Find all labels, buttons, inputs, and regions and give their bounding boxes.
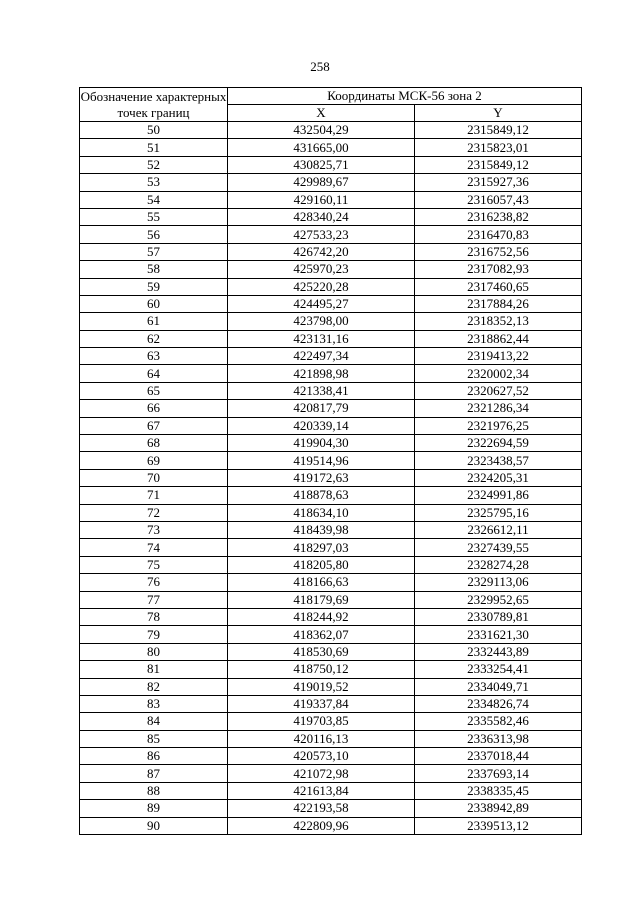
y-coordinate-cell: 2315927,36 xyxy=(415,174,582,191)
table-row xyxy=(80,695,582,712)
point-number-cell: 74 xyxy=(80,539,228,556)
x-coordinate-cell: 421338,41 xyxy=(228,382,415,399)
point-number-cell: 64 xyxy=(80,365,228,382)
table-row xyxy=(80,469,582,486)
header-coordinates-group: Координаты МСК-56 зона 2 xyxy=(228,88,582,105)
point-number-cell: 81 xyxy=(80,661,228,678)
x-coordinate-cell: 422193,58 xyxy=(228,800,415,817)
y-coordinate-cell: 2337018,44 xyxy=(415,748,582,765)
point-number-cell: 86 xyxy=(80,748,228,765)
y-coordinate-cell: 2334826,74 xyxy=(415,695,582,712)
x-coordinate-cell: 421898,98 xyxy=(228,365,415,382)
header-point-label: Обозначение характерных точек границ xyxy=(80,88,227,120)
y-coordinate-cell: 2327439,55 xyxy=(415,539,582,556)
y-coordinate-cell: 2333254,41 xyxy=(415,661,582,678)
x-coordinate-cell: 419019,52 xyxy=(228,678,415,695)
point-number-cell: 76 xyxy=(80,574,228,591)
point-number-cell: 63 xyxy=(80,348,228,365)
table-row xyxy=(80,661,582,678)
x-coordinate-cell: 431665,00 xyxy=(228,139,415,156)
x-coordinate-cell: 429989,67 xyxy=(228,174,415,191)
x-coordinate-cell: 420573,10 xyxy=(228,748,415,765)
table-row xyxy=(80,226,582,243)
table-row xyxy=(80,504,582,521)
x-coordinate-cell: 429160,11 xyxy=(228,191,415,208)
point-number-cell: 71 xyxy=(80,487,228,504)
table-row xyxy=(80,435,582,452)
y-coordinate-cell: 2328274,28 xyxy=(415,556,582,573)
y-coordinate-cell: 2320627,52 xyxy=(415,382,582,399)
table-row xyxy=(80,191,582,208)
x-coordinate-cell: 423798,00 xyxy=(228,313,415,330)
coordinates-table xyxy=(79,87,582,835)
table-row xyxy=(80,122,582,139)
x-coordinate-cell: 420339,14 xyxy=(228,417,415,434)
table-row xyxy=(80,782,582,799)
table-row xyxy=(80,295,582,312)
y-coordinate-cell: 2338942,89 xyxy=(415,800,582,817)
table-row xyxy=(80,330,582,347)
point-number-cell: 87 xyxy=(80,765,228,782)
point-number-cell: 61 xyxy=(80,313,228,330)
table-row xyxy=(80,382,582,399)
x-coordinate-cell: 418530,69 xyxy=(228,643,415,660)
point-number-cell: 66 xyxy=(80,400,228,417)
table-row xyxy=(80,800,582,817)
table-row xyxy=(80,556,582,573)
table-row xyxy=(80,730,582,747)
x-coordinate-cell: 419904,30 xyxy=(228,435,415,452)
table-row xyxy=(80,748,582,765)
table-row xyxy=(80,348,582,365)
y-coordinate-cell: 2316057,43 xyxy=(415,191,582,208)
point-number-cell: 69 xyxy=(80,452,228,469)
point-number-cell: 80 xyxy=(80,643,228,660)
point-number-cell: 78 xyxy=(80,608,228,625)
y-coordinate-cell: 2325795,16 xyxy=(415,504,582,521)
point-number-cell: 70 xyxy=(80,469,228,486)
y-coordinate-cell: 2329113,06 xyxy=(415,574,582,591)
x-coordinate-cell: 422809,96 xyxy=(228,817,415,834)
table-row xyxy=(80,817,582,834)
point-number-cell: 72 xyxy=(80,504,228,521)
y-coordinate-cell: 2316238,82 xyxy=(415,208,582,225)
point-number-cell: 58 xyxy=(80,261,228,278)
x-coordinate-cell: 422497,34 xyxy=(228,348,415,365)
y-coordinate-cell: 2322694,59 xyxy=(415,435,582,452)
y-coordinate-cell: 2317884,26 xyxy=(415,295,582,312)
point-number-cell: 52 xyxy=(80,156,228,173)
y-coordinate-cell: 2321286,34 xyxy=(415,400,582,417)
point-number-cell: 51 xyxy=(80,139,228,156)
table-row xyxy=(80,487,582,504)
table-row xyxy=(80,643,582,660)
y-coordinate-cell: 2326612,11 xyxy=(415,521,582,538)
x-coordinate-cell: 419337,84 xyxy=(228,695,415,712)
table-row xyxy=(80,139,582,156)
x-coordinate-cell: 420116,13 xyxy=(228,730,415,747)
y-coordinate-cell: 2316752,56 xyxy=(415,243,582,260)
table-row xyxy=(80,678,582,695)
x-coordinate-cell: 425970,23 xyxy=(228,261,415,278)
y-coordinate-cell: 2324991,86 xyxy=(415,487,582,504)
point-number-cell: 60 xyxy=(80,295,228,312)
table-row xyxy=(80,365,582,382)
x-coordinate-cell: 418297,03 xyxy=(228,539,415,556)
table-row xyxy=(80,539,582,556)
point-number-cell: 53 xyxy=(80,174,228,191)
point-number-cell: 68 xyxy=(80,435,228,452)
table-row xyxy=(80,400,582,417)
point-number-cell: 65 xyxy=(80,382,228,399)
y-coordinate-cell: 2331621,30 xyxy=(415,626,582,643)
y-coordinate-cell: 2320002,34 xyxy=(415,365,582,382)
header-y: Y xyxy=(415,105,582,122)
x-coordinate-cell: 421613,84 xyxy=(228,782,415,799)
table-row xyxy=(80,608,582,625)
point-number-cell: 77 xyxy=(80,591,228,608)
x-coordinate-cell: 420817,79 xyxy=(228,400,415,417)
table-row xyxy=(80,261,582,278)
table-row xyxy=(80,765,582,782)
table-row xyxy=(80,174,582,191)
point-number-cell: 50 xyxy=(80,122,228,139)
point-number-cell: 54 xyxy=(80,191,228,208)
x-coordinate-cell: 426742,20 xyxy=(228,243,415,260)
point-number-cell: 55 xyxy=(80,208,228,225)
table-row xyxy=(80,417,582,434)
y-coordinate-cell: 2318352,13 xyxy=(415,313,582,330)
x-coordinate-cell: 421072,98 xyxy=(228,765,415,782)
y-coordinate-cell: 2329952,65 xyxy=(415,591,582,608)
y-coordinate-cell: 2318862,44 xyxy=(415,330,582,347)
header-x: X xyxy=(228,105,415,122)
x-coordinate-cell: 418439,98 xyxy=(228,521,415,538)
y-coordinate-cell: 2323438,57 xyxy=(415,452,582,469)
y-coordinate-cell: 2338335,45 xyxy=(415,782,582,799)
x-coordinate-cell: 419514,96 xyxy=(228,452,415,469)
x-coordinate-cell: 427533,23 xyxy=(228,226,415,243)
point-number-cell: 62 xyxy=(80,330,228,347)
y-coordinate-cell: 2319413,22 xyxy=(415,348,582,365)
table-row xyxy=(80,243,582,260)
x-coordinate-cell: 428340,24 xyxy=(228,208,415,225)
table-row xyxy=(80,521,582,538)
table-row xyxy=(80,713,582,730)
point-number-cell: 59 xyxy=(80,278,228,295)
table-row xyxy=(80,574,582,591)
table-row xyxy=(80,591,582,608)
table-row xyxy=(80,208,582,225)
y-coordinate-cell: 2339513,12 xyxy=(415,817,582,834)
x-coordinate-cell: 432504,29 xyxy=(228,122,415,139)
x-coordinate-cell: 419703,85 xyxy=(228,713,415,730)
point-number-cell: 79 xyxy=(80,626,228,643)
point-number-cell: 82 xyxy=(80,678,228,695)
point-number-cell: 57 xyxy=(80,243,228,260)
y-coordinate-cell: 2315849,12 xyxy=(415,122,582,139)
point-number-cell: 88 xyxy=(80,782,228,799)
y-coordinate-cell: 2336313,98 xyxy=(415,730,582,747)
x-coordinate-cell: 418362,07 xyxy=(228,626,415,643)
y-coordinate-cell: 2335582,46 xyxy=(415,713,582,730)
y-coordinate-cell: 2334049,71 xyxy=(415,678,582,695)
page-number: 258 xyxy=(310,59,330,74)
table-row xyxy=(80,452,582,469)
y-coordinate-cell: 2337693,14 xyxy=(415,765,582,782)
table-body xyxy=(80,122,582,835)
y-coordinate-cell: 2332443,89 xyxy=(415,643,582,660)
point-number-cell: 73 xyxy=(80,521,228,538)
y-coordinate-cell: 2317082,93 xyxy=(415,261,582,278)
y-coordinate-cell: 2324205,31 xyxy=(415,469,582,486)
x-coordinate-cell: 418634,10 xyxy=(228,504,415,521)
point-number-cell: 67 xyxy=(80,417,228,434)
point-number-cell: 84 xyxy=(80,713,228,730)
y-coordinate-cell: 2315849,12 xyxy=(415,156,582,173)
x-coordinate-cell: 423131,16 xyxy=(228,330,415,347)
x-coordinate-cell: 418750,12 xyxy=(228,661,415,678)
table-header xyxy=(80,88,582,122)
x-coordinate-cell: 418179,69 xyxy=(228,591,415,608)
y-coordinate-cell: 2330789,81 xyxy=(415,608,582,625)
y-coordinate-cell: 2321976,25 xyxy=(415,417,582,434)
x-coordinate-cell: 430825,71 xyxy=(228,156,415,173)
x-coordinate-cell: 419172,63 xyxy=(228,469,415,486)
table-row xyxy=(80,313,582,330)
x-coordinate-cell: 418166,63 xyxy=(228,574,415,591)
x-coordinate-cell: 418244,92 xyxy=(228,608,415,625)
point-number-cell: 85 xyxy=(80,730,228,747)
x-coordinate-cell: 425220,28 xyxy=(228,278,415,295)
point-number-cell: 83 xyxy=(80,695,228,712)
point-number-cell: 90 xyxy=(80,817,228,834)
table-row xyxy=(80,626,582,643)
y-coordinate-cell: 2315823,01 xyxy=(415,139,582,156)
x-coordinate-cell: 424495,27 xyxy=(228,295,415,312)
table-row xyxy=(80,156,582,173)
x-coordinate-cell: 418205,80 xyxy=(228,556,415,573)
table-row xyxy=(80,278,582,295)
point-number-cell: 89 xyxy=(80,800,228,817)
x-coordinate-cell: 418878,63 xyxy=(228,487,415,504)
y-coordinate-cell: 2316470,83 xyxy=(415,226,582,243)
y-coordinate-cell: 2317460,65 xyxy=(415,278,582,295)
point-number-cell: 56 xyxy=(80,226,228,243)
point-number-cell: 75 xyxy=(80,556,228,573)
